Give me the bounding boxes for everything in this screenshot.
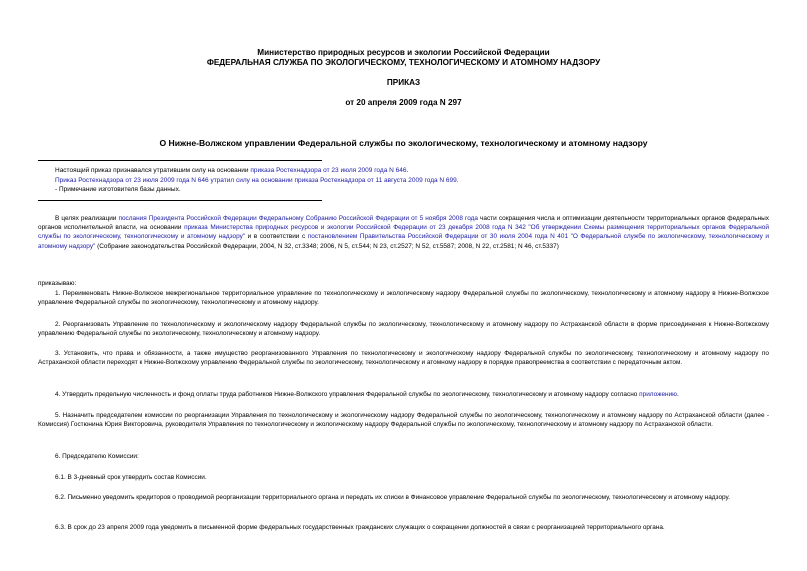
repeal-order-699-link[interactable]: приказа Ростехнадзора от 11 августа 2009 года N 699 bbox=[294, 177, 457, 184]
intro-text-3: и в соответствии с bbox=[245, 233, 308, 241]
ministry-order-342-link[interactable]: приказа Министерства природных ресурсов и экологии Российской Федерации от 23 декабря 2008 года N 342 "Об утверждении Схемы размещения территориальных органов Федеральной службы по экологическому, технологическому и атомному надзору" bbox=[38, 224, 769, 241]
intro-text-4: (Собрание законодательства Российской Федерации, 2004, N 32, ст.3348; 2006, N 5, ст.544; N 23, ст.2527; N 52, ст.5587; 2008, N 22, ст.2581; N 46, ст.5337) bbox=[95, 242, 559, 250]
clause-4-text: 4. Утвердить предельную численность и фонд оплаты труда работников Нижне-Волжского управления Федеральной службы по экологическому, технологическому и атомному надзору согласно bbox=[55, 391, 640, 398]
note-2-end: . bbox=[456, 177, 459, 184]
clause-1: 1. Переименовать Нижне-Волжское межрегиональное территориальное управление по технологическому и экологическому надзору Федеральной службы по экологическому, технологическому и атомному надзору в Нижне-Волжское управление Федеральной службы по экологическому, технологическому и атомному надзору. bbox=[38, 290, 769, 307]
ministry-heading: Министерство природных ресурсов и экологии Российской Федерации bbox=[257, 48, 550, 57]
order-word: приказываю: bbox=[38, 280, 77, 287]
note-line-1 bbox=[55, 167, 408, 175]
note-1-end: . bbox=[406, 167, 409, 174]
government-resolution-401-link[interactable]: постановлением Правительства Российской Федерации от 30 июля 2004 года N 401 "О Федеральной службе по экологическому, технологическому и атомному надзору" bbox=[38, 233, 769, 250]
clause-6-3: 6.3. В срок до 23 апреля 2009 года уведомить в письменной форме федеральных государственных гражданских служащих о сокращении должностей в связи с реорганизацией территориального органа. bbox=[55, 524, 665, 531]
note-line-3: - Примечание изготовителя базы данных. bbox=[55, 186, 181, 193]
order-646-link[interactable]: Приказ Ростехнадзора от 23 июля 2009 года N 646 bbox=[55, 177, 209, 184]
document-title: О Нижне-Волжском управлении Федеральной службы по экологическому, технологическому и атомному надзору bbox=[159, 138, 648, 148]
note-top-divider bbox=[38, 160, 322, 161]
clause-4-end: . bbox=[677, 391, 679, 398]
document-date: от 20 апреля 2009 года N 297 bbox=[345, 98, 462, 107]
clause-4 bbox=[38, 390, 769, 399]
intro-paragraph bbox=[38, 214, 769, 251]
note-1-text: Настоящий приказ признавался утратившим силу на основании bbox=[55, 167, 251, 174]
intro-text-2: части сокращения числа и оптимизации деятельности территориальных органов федеральных органов исполнительной власти, на основании bbox=[38, 215, 770, 232]
president-message-link[interactable]: послания Президента Российской Федерации Федеральному Собранию Российской Федерации от 5 ноября 2008 года bbox=[118, 215, 478, 222]
note-2-text: утратил силу на основании bbox=[208, 177, 295, 184]
clause-3: 3. Установить, что права и обязанности, а также имущество реорганизованного Управления по технологическому и экологическому надзору Федеральной службы по экологическому, технологическому и атомному надзору по Астраханской области переходят к Нижне-Волжскому управлению Федеральной службы по экологическому, технологическому и атомному надзору в порядке правопреемства в соответствии с передаточным актом. bbox=[38, 350, 769, 367]
clause-2: 2. Реорганизовать Управление по технологическому и экологическому надзору Федеральной службы по экологическому, технологическому и атомному надзору по Астраханской области в форме присоединения к Нижне-Волжскому управлению Федеральной службы по экологическому, технологическому и атомному надзору. bbox=[38, 321, 769, 338]
service-heading: ФЕДЕРАЛЬНАЯ СЛУЖБА ПО ЭКОЛОГИЧЕСКОМУ, ТЕХНОЛОГИЧЕСКОМУ И АТОМНОМУ НАДЗОРУ bbox=[206, 58, 601, 67]
clause-5: 5. Назначить председателем комиссии по реорганизации Управления по технологическому и экологическому надзору Федеральной службы по экологическому, технологическому и атомному надзору по Астраханской области (далее - Комиссия) Гостюнина Юрия Викторовича, руководителя Управления по технологическому и экологическому надзору Федеральной службы по экологическому, технологическому и атомному надзору по Астраханской области. bbox=[38, 412, 769, 429]
clause-6-2: 6.2. Письменно уведомить кредиторов о проводимой реорганизации территориального органа и передать их списки в Финансовое управление Федеральной службы по экологическому, технологическому и атомному надзору. bbox=[55, 494, 730, 501]
note-bottom-divider bbox=[38, 200, 322, 201]
note-line-2 bbox=[55, 177, 459, 185]
clause-6-1: 6.1. В 3-дневный срок утвердить состав Комиссии. bbox=[55, 474, 207, 481]
intro-text-1: В целях реализации bbox=[55, 215, 119, 222]
repeal-order-646-link[interactable]: приказа Ростехнадзора от 23 июля 2009 года N 646 bbox=[250, 167, 407, 174]
clause-6: 6. Председателю Комиссии: bbox=[55, 453, 139, 460]
document-type: ПРИКАЗ bbox=[386, 78, 421, 87]
appendix-link[interactable]: приложению bbox=[639, 391, 678, 398]
